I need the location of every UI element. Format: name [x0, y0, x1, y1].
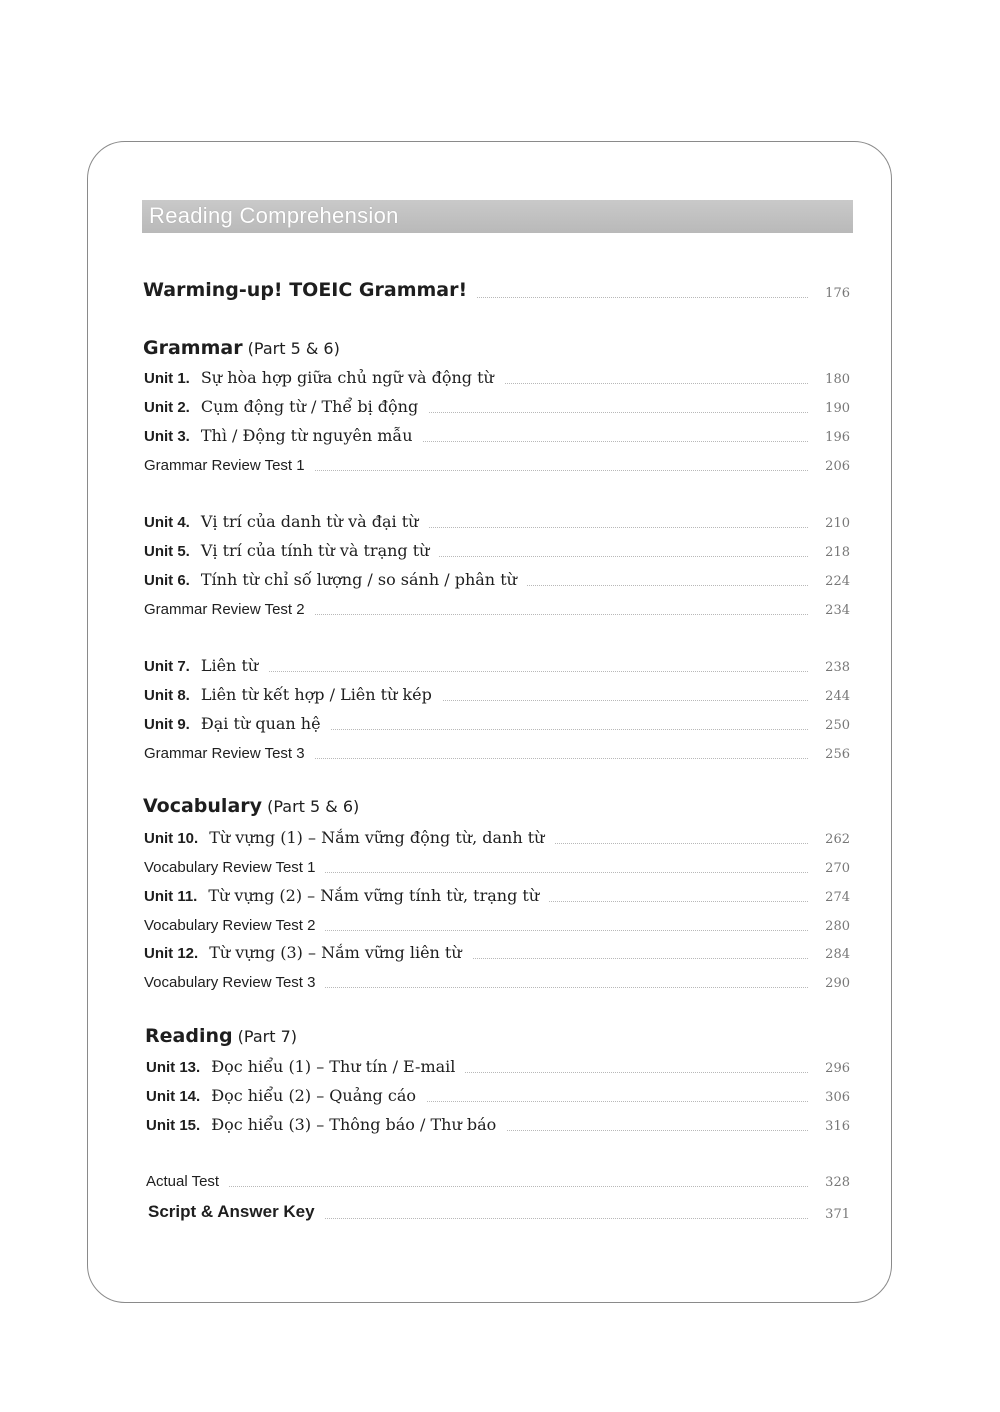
page-number: 328 [825, 1175, 850, 1190]
toc-row-unit[interactable] [144, 426, 850, 448]
review-test-label: Grammar Review Test 3 [144, 745, 315, 762]
toc-row-unit[interactable] [144, 541, 850, 563]
toc-row-unit[interactable] [144, 714, 850, 736]
unit-title: Đại từ quan hệ [200, 714, 321, 733]
unit-title: Từ vựng (3) – Nắm vững liên từ [209, 943, 462, 962]
toc-row-review-test[interactable] [144, 857, 850, 879]
heading-title: Grammar [143, 337, 243, 359]
page-number: 280 [825, 919, 850, 934]
page-number: 190 [825, 401, 850, 416]
entry-label: Actual Test [146, 1173, 229, 1190]
toc-row-warmup[interactable] [143, 278, 850, 304]
review-test-label: Vocabulary Review Test 1 [144, 859, 325, 876]
unit-entry [144, 828, 554, 847]
toc-row-actual-test[interactable] [146, 1171, 850, 1193]
toc-row-script-answer-key[interactable] [148, 1201, 850, 1225]
review-test-label: Vocabulary Review Test 2 [144, 917, 325, 934]
page-number: 224 [825, 574, 850, 589]
page-number: 284 [825, 947, 850, 962]
unit-number: Unit 8. [144, 687, 190, 704]
unit-entry [144, 512, 428, 531]
review-test-label: Grammar Review Test 2 [144, 601, 315, 618]
unit-entry [144, 541, 439, 560]
unit-entry [144, 397, 428, 416]
page-number: 218 [825, 545, 850, 560]
unit-number: Unit 4. [144, 514, 190, 531]
toc-row-unit[interactable] [144, 685, 850, 707]
toc-row-unit[interactable] [146, 1115, 850, 1137]
toc-row-review-test[interactable] [144, 455, 850, 477]
page-number: 206 [825, 459, 850, 474]
unit-title: Cụm động từ / Thể bị động [200, 397, 419, 416]
unit-title: Thì / Động từ nguyên mẫu [200, 426, 413, 445]
unit-title: Liên từ kết hợp / Liên từ kép [200, 685, 432, 704]
page-number: 210 [825, 516, 850, 531]
unit-title: Sự hòa hợp giữa chủ ngữ và động từ [200, 368, 494, 387]
unit-entry [144, 685, 442, 704]
unit-title: Liên từ [200, 656, 259, 675]
unit-title: Đọc hiểu (3) – Thông báo / Thư báo [211, 1115, 497, 1134]
unit-entry [146, 1115, 506, 1134]
page-number: 256 [825, 747, 850, 762]
unit-entry [144, 570, 527, 589]
unit-entry [144, 656, 268, 675]
section-heading-vocabulary [143, 795, 359, 817]
toc-row-unit[interactable] [144, 397, 850, 419]
unit-number: Unit 2. [144, 399, 190, 416]
page-number: 290 [825, 976, 850, 991]
page-number: 274 [825, 890, 850, 905]
unit-entry [146, 1057, 465, 1076]
page-number: 180 [825, 372, 850, 387]
page-number: 262 [825, 832, 850, 847]
heading-part: (Part 5 & 6) [247, 339, 340, 358]
entry-label: Script & Answer Key [148, 1202, 325, 1222]
toc-row-unit[interactable] [146, 1086, 850, 1108]
page-number: 270 [825, 861, 850, 876]
heading-title: Reading [145, 1025, 233, 1047]
unit-number: Unit 12. [144, 945, 199, 962]
unit-number: Unit 9. [144, 716, 190, 733]
review-test-label: Vocabulary Review Test 3 [144, 974, 325, 991]
page-number: 244 [825, 689, 850, 704]
page-number: 250 [825, 718, 850, 733]
unit-title: Đọc hiểu (2) – Quảng cáo [211, 1086, 416, 1105]
section-heading-grammar [143, 337, 340, 359]
page-number: 306 [825, 1090, 850, 1105]
unit-title: Vị trí của danh từ và đại từ [200, 512, 419, 531]
unit-title: Vị trí của tính từ và trạng từ [200, 541, 430, 560]
banner-title: Reading Comprehension [149, 203, 399, 228]
unit-entry [144, 368, 504, 387]
unit-number: Unit 10. [144, 830, 199, 847]
section-banner [142, 200, 853, 233]
heading-title: Vocabulary [143, 795, 263, 817]
toc-row-review-test[interactable] [144, 743, 850, 765]
toc-row-review-test[interactable] [144, 915, 850, 937]
unit-title: Từ vựng (1) – Nắm vững động từ, danh từ [209, 828, 545, 847]
unit-entry [146, 1086, 426, 1105]
toc-row-unit[interactable] [144, 570, 850, 592]
unit-entry [144, 714, 331, 733]
page-number: 234 [825, 603, 850, 618]
leader-dots [146, 1186, 808, 1187]
unit-number: Unit 6. [144, 572, 190, 589]
page-number: 316 [825, 1119, 850, 1134]
unit-number: Unit 14. [146, 1088, 201, 1105]
unit-number: Unit 15. [146, 1117, 201, 1134]
unit-number: Unit 1. [144, 370, 190, 387]
page-number: 296 [825, 1061, 850, 1076]
unit-entry [144, 886, 549, 905]
toc-row-unit[interactable] [144, 886, 850, 908]
unit-entry [144, 426, 423, 445]
unit-number: Unit 13. [146, 1059, 201, 1076]
toc-row-review-test[interactable] [144, 599, 850, 621]
page-number: 238 [825, 660, 850, 675]
unit-number: Unit 7. [144, 658, 190, 675]
page-number: 176 [825, 286, 850, 301]
toc-row-unit[interactable] [144, 828, 850, 850]
unit-number: Unit 11. [144, 888, 198, 905]
heading-part: (Part 7) [237, 1027, 298, 1046]
unit-title: Từ vựng (2) – Nắm vững tính từ, trạng từ [208, 886, 540, 905]
toc-row-unit[interactable] [144, 368, 850, 390]
unit-number: Unit 3. [144, 428, 190, 445]
unit-entry [144, 943, 472, 962]
unit-number: Unit 5. [144, 543, 190, 560]
warmup-label: Warming-up! TOEIC Grammar! [143, 279, 477, 301]
toc-row-unit[interactable] [144, 512, 850, 534]
toc-row-unit[interactable] [146, 1057, 850, 1079]
page-number: 371 [825, 1207, 850, 1222]
review-test-label: Grammar Review Test 1 [144, 457, 315, 474]
toc-row-review-test[interactable] [144, 972, 850, 994]
section-heading-reading [145, 1025, 297, 1047]
unit-title: Tính từ chỉ số lượng / so sánh / phân từ [200, 570, 517, 589]
unit-title: Đọc hiểu (1) – Thư tín / E-mail [211, 1057, 456, 1076]
toc-row-unit[interactable] [144, 943, 850, 965]
toc-row-unit[interactable] [144, 656, 850, 678]
heading-part: (Part 5 & 6) [267, 797, 360, 816]
page-number: 196 [825, 430, 850, 445]
